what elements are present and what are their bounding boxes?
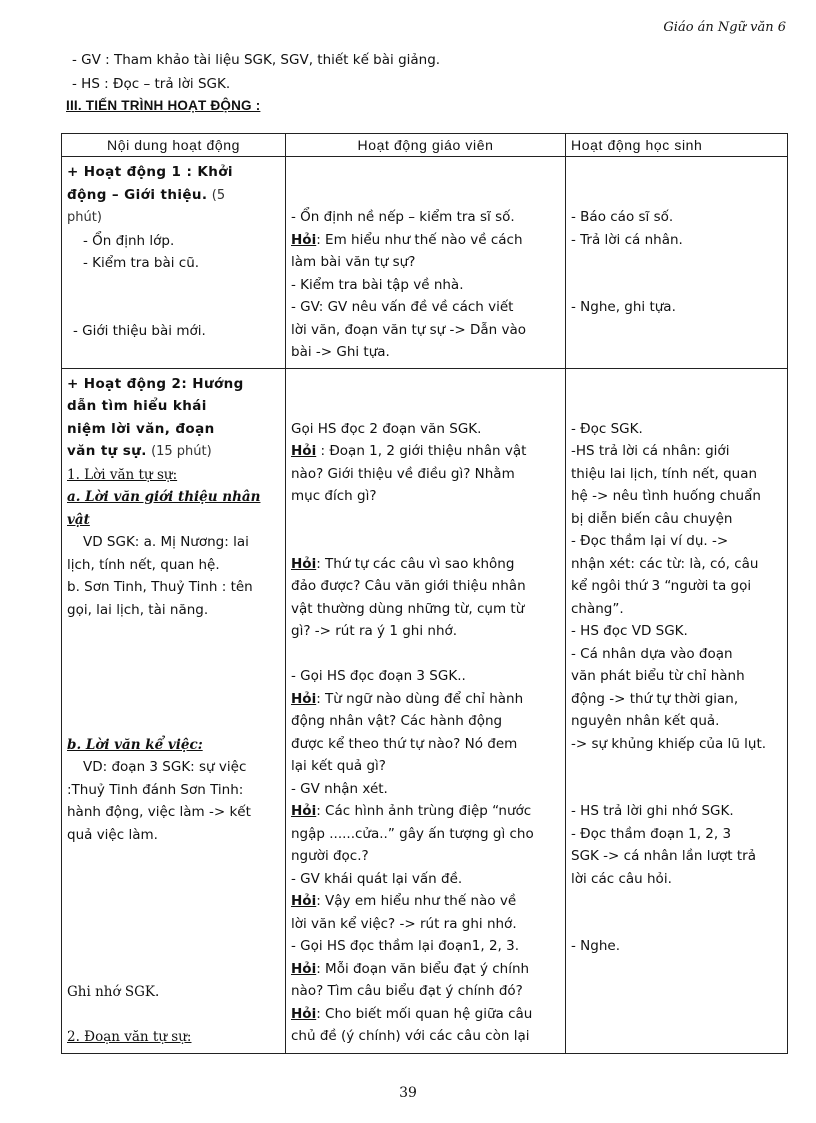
teacher-line: người đọc.? — [291, 848, 369, 864]
teacher-line: mục đích gì? — [291, 488, 377, 504]
student-line: -> sự khủng khiếp của lũ lụt. — [571, 735, 767, 752]
activity1-item: - Ổn định lớp. — [83, 232, 175, 249]
row2-content — [62, 368, 286, 1053]
student-line: động -> thứ tự thời gian, — [571, 690, 739, 707]
activity1-time-unit: phút) — [67, 210, 102, 225]
teacher-line: gì? -> rút ra ý 1 ghi nhớ. — [291, 623, 458, 639]
teacher-line: nào? Tìm câu biểu đạt ý chính đó? — [291, 983, 523, 999]
activity2-time: (15 phút) — [151, 444, 212, 459]
student-line: - HS trả lời ghi nhớ SGK. — [571, 803, 734, 819]
student-line: nhận xét: các từ: là, có, câu — [571, 555, 759, 572]
hoi-label: Hỏi — [291, 690, 317, 707]
section-heading: 2. Đoạn văn tự sự: — [67, 1029, 192, 1045]
student-line: nguyên nhân kết quả. — [571, 713, 720, 729]
hoi-label: Hỏi — [291, 960, 317, 977]
activity1-time: (5 — [211, 187, 226, 203]
col-header-student: Hoạt động học sinh — [566, 134, 788, 157]
activity2-title: dẫn tìm hiểu khái — [67, 398, 207, 414]
subsection-heading: b. Lời văn kể việc: — [67, 736, 203, 753]
prep-teacher: - GV : Tham khảo tài liệu SGK, SGV, thiết kế bài giảng. — [72, 52, 441, 68]
teacher-line: : Đoạn 1, 2 giới thiệu nhân vật — [316, 443, 527, 459]
row1-content — [62, 157, 286, 369]
table-row — [62, 368, 788, 1053]
teacher-line: : Từ ngữ nào dùng để chỉ hành — [316, 690, 524, 707]
subsection-heading: a. Lời văn giới thiệu nhân — [67, 489, 261, 505]
student-line: - Báo cáo sĩ số. — [571, 209, 674, 225]
teacher-line: đảo được? Câu văn giới thiệu nhân — [291, 578, 526, 594]
student-line: thiệu lai lịch, tính nết, quan — [571, 465, 758, 482]
teacher-line: ngập ......cửa..” gây ấn tượng gì cho — [291, 825, 534, 842]
activity2-title: văn tự sự. — [67, 443, 147, 459]
example-line: VD SGK: a. Mị Nương: lai — [83, 534, 249, 550]
student-line: - Nghe, ghi tựa. — [571, 299, 676, 315]
student-line: - Cá nhân dựa vào đoạn — [571, 645, 733, 662]
student-line: - Trả lời cá nhân. — [571, 231, 683, 248]
teacher-line: - Kiểm tra bài tập về nhà. — [291, 276, 464, 293]
teacher-line: : Mỗi đoạn văn biểu đạt ý chính — [316, 960, 530, 977]
teacher-line: : Cho biết mối quan hệ giữa câu — [316, 1005, 533, 1022]
example-line: b. Sơn Tinh, Thuỷ Tinh : tên — [67, 579, 253, 595]
teacher-line: nào? Giới thiệu về điều gì? Nhằm — [291, 465, 515, 482]
hoi-label: Hỏi — [291, 893, 317, 909]
row1-teacher — [286, 157, 566, 369]
teacher-line: - Gọi HS đọc thầm lại đoạn1, 2, 3. — [291, 938, 519, 954]
teacher-line: - GV: GV nêu vấn đề về cách viết — [291, 299, 514, 315]
teacher-line: - GV khái quát lại vấn đề. — [291, 870, 463, 887]
teacher-line: - GV nhận xét. — [291, 780, 388, 797]
teacher-line: bài -> Ghi tựa. — [291, 344, 390, 360]
activity2-title: niệm lời văn, đoạn — [67, 420, 215, 437]
activity2-title: + Hoạt động 2: Hướng — [67, 375, 244, 392]
col-header-content: Nội dung hoạt động — [62, 134, 286, 157]
teacher-line: : Các hình ảnh trùng điệp “nước — [316, 803, 532, 819]
example-line: :Thuỷ Tinh đánh Sơn Tinh: — [67, 781, 244, 798]
student-line: SGK -> cá nhân lần lượt trả — [571, 848, 757, 864]
table-header-row — [62, 134, 788, 157]
teacher-line: : Em hiểu như thế nào về cách — [316, 231, 523, 248]
student-line: hệ -> nêu tình huống chuẩn — [571, 488, 761, 504]
section-title: III. TIẾN TRÌNH HOẠT ĐỘNG : — [66, 98, 261, 113]
student-line: bị diễn biến câu chuyện — [571, 510, 733, 527]
activity1-item: - Giới thiệu bài mới. — [73, 322, 206, 339]
example-line: hành động, việc làm -> kết — [67, 804, 251, 820]
activity1-title-cont: động – Giới thiệu. — [67, 186, 208, 203]
lesson-table — [61, 133, 788, 1054]
example-line: VD: đoạn 3 SGK: sự việc — [83, 759, 247, 775]
student-line: -HS trả lời cá nhân: giới — [571, 443, 730, 459]
subsection-heading: vật — [67, 511, 90, 528]
row1-student — [566, 157, 788, 369]
teacher-line: lại kết quả gì? — [291, 758, 386, 774]
teacher-line: lời văn, đoạn văn tự sự -> Dẫn vào — [291, 321, 527, 338]
teacher-line: được kể theo thứ tự nào? Nó đem — [291, 735, 518, 752]
teacher-line: - Ổn định nề nếp – kiểm tra sĩ số. — [291, 209, 515, 225]
student-line: - Đọc SGK. — [571, 420, 643, 437]
teacher-line: động nhân vật? Các hành động — [291, 713, 503, 729]
student-line: - Đọc thầm lại ví dụ. -> — [571, 533, 729, 549]
teacher-line: lời văn kể việc? -> rút ra ghi nhớ. — [291, 915, 517, 932]
teacher-line: - Gọi HS đọc đoạn 3 SGK.. — [291, 668, 466, 684]
hoi-label: Hỏi — [291, 803, 317, 819]
student-line: - Nghe. — [571, 938, 620, 954]
ghi-nho: Ghi nhớ SGK. — [67, 984, 160, 1000]
activity1-item: - Kiểm tra bài cũ. — [83, 255, 200, 271]
teacher-line: : Vậy em hiểu như thế nào về — [316, 893, 517, 909]
student-line: - Đọc thầm đoạn 1, 2, 3 — [571, 825, 732, 842]
teacher-line: chủ đề (ý chính) với các câu còn lại — [291, 1028, 530, 1044]
student-line: lời các câu hỏi. — [571, 870, 672, 887]
page-number: 39 — [399, 1085, 417, 1101]
hoi-label: Hỏi — [291, 443, 317, 459]
example-line: lịch, tính nết, quan hệ. — [67, 556, 220, 573]
prep-student: - HS : Đọc – trả lời SGK. — [72, 76, 231, 92]
example-line: gọi, lai lịch, tài năng. — [67, 601, 209, 618]
hoi-label: Hỏi — [291, 231, 317, 248]
hoi-label: Hỏi — [291, 555, 317, 572]
teacher-line: Gọi HS đọc 2 đoạn văn SGK. — [291, 420, 482, 437]
teacher-line: : Thứ tự các câu vì sao không — [316, 555, 515, 572]
col-header-teacher: Hoạt động giáo viên — [286, 134, 566, 157]
course-header: Giáo án Ngữ văn 6 — [663, 20, 786, 35]
student-line: chàng”. — [571, 600, 624, 617]
student-line: - HS đọc VD SGK. — [571, 623, 688, 639]
section-heading: 1. Lời văn tự sự: — [67, 466, 178, 483]
table-row — [62, 157, 788, 369]
teacher-line: vật thường dùng những từ, cụm từ — [291, 600, 525, 617]
teacher-line: làm bài văn tự sự? — [291, 254, 416, 270]
row2-student — [566, 368, 788, 1053]
row2-teacher — [286, 368, 566, 1053]
hoi-label: Hỏi — [291, 1005, 317, 1022]
example-line: quả việc làm. — [67, 826, 158, 843]
student-line: văn phát biểu từ chỉ hành — [571, 668, 745, 684]
student-line: kể ngôi thứ 3 “người ta gọi — [571, 578, 752, 594]
activity1-title: + Hoạt động 1 : Khởi — [67, 164, 233, 180]
